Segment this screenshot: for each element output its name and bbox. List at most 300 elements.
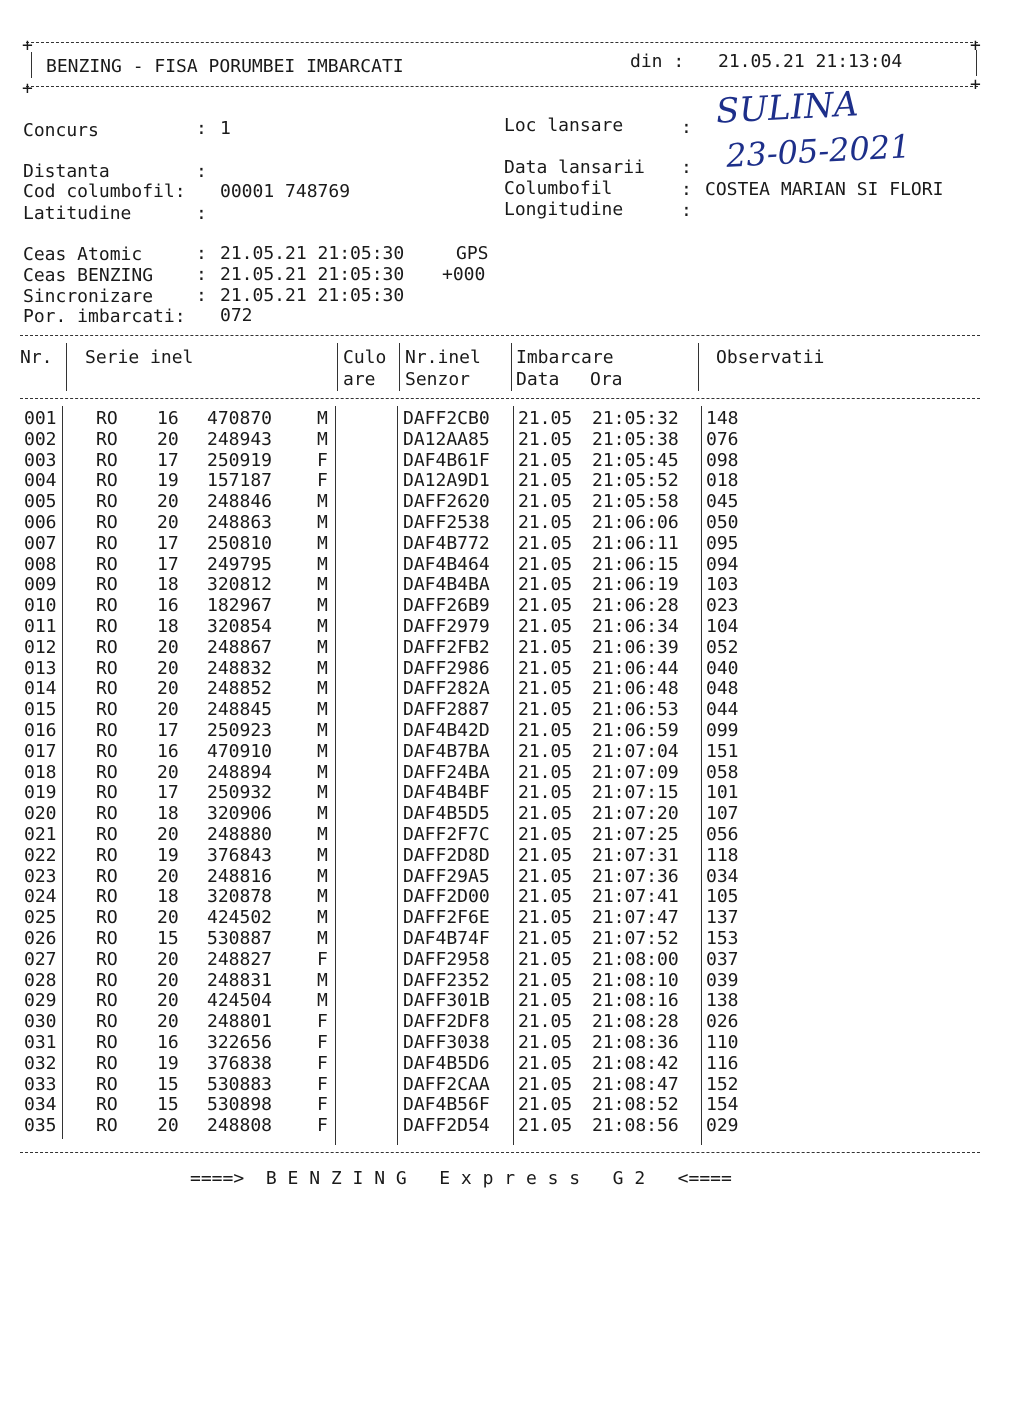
ring-number: 530898 xyxy=(207,1094,273,1116)
row-number: 009 xyxy=(24,574,57,596)
sensor-id: DAFF2620 xyxy=(403,491,490,513)
ring-number: 320854 xyxy=(207,616,273,637)
boarding-time: 21:05:45 xyxy=(592,449,679,471)
col-sep xyxy=(511,343,512,391)
header-nr: Nr. xyxy=(20,347,53,368)
observation: 056 xyxy=(706,824,739,845)
observation: 052 xyxy=(706,636,739,658)
boarding-date: 21.05 xyxy=(518,616,573,637)
sex: M xyxy=(317,595,328,617)
boarding-time: 21:08:00 xyxy=(592,948,679,970)
ring-number: 248863 xyxy=(207,512,273,533)
header-top-rule xyxy=(26,42,978,43)
table-row xyxy=(0,450,1024,471)
sex: M xyxy=(317,532,328,554)
table-row xyxy=(0,928,1024,949)
header-culoare-2: are xyxy=(343,369,376,390)
table-row xyxy=(0,658,1024,679)
boarding-time: 21:07:09 xyxy=(592,761,679,783)
sex: F xyxy=(317,1052,328,1074)
row-number: 016 xyxy=(24,720,57,741)
sex: M xyxy=(317,740,328,762)
header-data: Data xyxy=(516,369,560,390)
latitudine-label: Latitudine xyxy=(23,203,132,224)
ring-country: RO xyxy=(96,824,118,845)
ceas-atomic-label: Ceas Atomic xyxy=(23,244,143,265)
observation: 037 xyxy=(706,948,739,970)
observation: 105 xyxy=(706,886,739,908)
row-number: 021 xyxy=(24,824,57,845)
table-row xyxy=(0,574,1024,595)
boarding-time: 21:08:47 xyxy=(592,1073,679,1095)
ring-number: 248880 xyxy=(207,824,273,845)
ring-year: 17 xyxy=(157,532,179,554)
ring-number: 250919 xyxy=(207,449,273,471)
boarding-time: 21:07:04 xyxy=(592,740,679,762)
ring-number: 376843 xyxy=(207,844,273,866)
boarding-date: 21.05 xyxy=(518,990,573,1012)
observation: 104 xyxy=(706,616,739,637)
ceas-benzing-suffix: +000 xyxy=(442,264,486,285)
sensor-id: DAFF29A5 xyxy=(403,865,490,887)
boarding-time: 21:07:20 xyxy=(592,803,679,825)
ring-country: RO xyxy=(96,616,118,637)
table-row xyxy=(0,949,1024,970)
boarding-time: 21:08:10 xyxy=(592,969,679,991)
row-number: 020 xyxy=(24,803,57,825)
ring-country: RO xyxy=(96,928,118,949)
ring-number: 250810 xyxy=(207,532,273,554)
ring-year: 20 xyxy=(157,678,179,700)
ring-country: RO xyxy=(96,491,118,513)
row-number: 018 xyxy=(24,761,57,783)
corner-plus: + xyxy=(970,35,981,56)
boarding-date: 21.05 xyxy=(518,449,573,471)
row-number: 014 xyxy=(24,678,57,700)
ring-country: RO xyxy=(96,720,118,741)
ring-number: 248852 xyxy=(207,678,273,700)
boarding-date: 21.05 xyxy=(518,740,573,762)
ring-year: 20 xyxy=(157,969,179,991)
row-number: 029 xyxy=(24,990,57,1012)
sex: M xyxy=(317,616,328,637)
data-lansarii-label: Data lansarii xyxy=(504,157,645,178)
sensor-id: DAF4B5D6 xyxy=(403,1052,490,1074)
sensor-id: DAF4B5D5 xyxy=(403,803,490,825)
table-row xyxy=(0,741,1024,762)
observation: 118 xyxy=(706,844,739,866)
boarding-date: 21.05 xyxy=(518,428,573,450)
row-number: 005 xyxy=(24,491,57,513)
row-number: 025 xyxy=(24,907,57,929)
ring-country: RO xyxy=(96,636,118,658)
boarding-time: 21:08:16 xyxy=(592,990,679,1012)
boarding-date: 21.05 xyxy=(518,803,573,825)
ring-number: 248943 xyxy=(207,428,273,450)
ring-year: 20 xyxy=(157,636,179,658)
sensor-id: DAFF301B xyxy=(403,990,490,1012)
sensor-id: DAFF2CB0 xyxy=(403,408,490,429)
boarding-time: 21:06:48 xyxy=(592,678,679,700)
ring-number: 248827 xyxy=(207,948,273,970)
row-number: 034 xyxy=(24,1094,57,1116)
sex: M xyxy=(317,657,328,679)
sex: M xyxy=(317,907,328,929)
ring-country: RO xyxy=(96,907,118,929)
ring-country: RO xyxy=(96,595,118,617)
ring-country: RO xyxy=(96,532,118,554)
row-number: 028 xyxy=(24,969,57,991)
boarding-time: 21:05:52 xyxy=(592,470,679,492)
ring-year: 20 xyxy=(157,428,179,450)
boarding-date: 21.05 xyxy=(518,948,573,970)
sensor-id: DAFF2CAA xyxy=(403,1073,490,1095)
sex: F xyxy=(317,1115,328,1137)
boarding-date: 21.05 xyxy=(518,928,573,949)
ring-number: 322656 xyxy=(207,1032,273,1053)
boarding-date: 21.05 xyxy=(518,907,573,929)
table-row xyxy=(0,1011,1024,1032)
ring-country: RO xyxy=(96,408,118,429)
table-row xyxy=(0,1074,1024,1095)
ring-country: RO xyxy=(96,470,118,492)
boarding-date: 21.05 xyxy=(518,1115,573,1137)
header-serie-inel: Serie inel xyxy=(85,347,194,368)
table-row xyxy=(0,824,1024,845)
ring-year: 20 xyxy=(157,907,179,929)
ring-country: RO xyxy=(96,1032,118,1053)
ring-year: 15 xyxy=(157,928,179,949)
ring-country: RO xyxy=(96,803,118,825)
header-nr-inel: Nr.inel xyxy=(405,347,481,368)
boarding-date: 21.05 xyxy=(518,969,573,991)
ring-country: RO xyxy=(96,1094,118,1116)
ring-number: 248894 xyxy=(207,761,273,783)
boarding-time: 21:06:15 xyxy=(592,553,679,575)
ring-country: RO xyxy=(96,761,118,783)
sex: M xyxy=(317,969,328,991)
boarding-date: 21.05 xyxy=(518,1032,573,1053)
sex: F xyxy=(317,1094,328,1116)
colon: : xyxy=(196,203,207,224)
boarding-date: 21.05 xyxy=(518,1052,573,1074)
row-number: 006 xyxy=(24,512,57,533)
ring-year: 18 xyxy=(157,616,179,637)
row-number: 004 xyxy=(24,470,57,492)
boarding-time: 21:06:19 xyxy=(592,574,679,596)
boarding-date: 21.05 xyxy=(518,824,573,845)
boarding-time: 21:05:38 xyxy=(592,428,679,450)
sensor-id: DA12A9D1 xyxy=(403,470,490,492)
col-sep xyxy=(337,343,338,391)
observation: 099 xyxy=(706,720,739,741)
sincronizare-value: 21.05.21 21:05:30 xyxy=(220,285,405,306)
boarding-date: 21.05 xyxy=(518,408,573,429)
header-ora: Ora xyxy=(590,369,623,390)
boarding-time: 21:07:41 xyxy=(592,886,679,908)
ring-number: 250932 xyxy=(207,782,273,804)
sensor-id: DAFF282A xyxy=(403,678,490,700)
sex: M xyxy=(317,844,328,866)
sensor-id: DAFF26B9 xyxy=(403,595,490,617)
ring-country: RO xyxy=(96,553,118,575)
ring-year: 20 xyxy=(157,699,179,721)
colon: : xyxy=(196,118,207,139)
sex: M xyxy=(317,720,328,741)
ring-country: RO xyxy=(96,886,118,908)
boarding-time: 21:05:58 xyxy=(592,491,679,513)
table-row xyxy=(0,1115,1024,1136)
observation: 026 xyxy=(706,1011,739,1033)
ceas-atomic-suffix: GPS xyxy=(456,243,489,264)
ring-number: 248801 xyxy=(207,1011,273,1033)
table-row xyxy=(0,907,1024,928)
colon: : xyxy=(196,243,207,264)
sensor-id: DAF4B56F xyxy=(403,1094,490,1116)
ring-year: 17 xyxy=(157,553,179,575)
sensor-id: DAFF2538 xyxy=(403,512,490,533)
ring-number: 530883 xyxy=(207,1073,273,1095)
boarding-time: 21:08:56 xyxy=(592,1115,679,1137)
ring-number: 320906 xyxy=(207,803,273,825)
ring-country: RO xyxy=(96,844,118,866)
din-label: din : xyxy=(630,51,685,72)
colon: : xyxy=(196,161,207,182)
observation: 050 xyxy=(706,512,739,533)
ring-year: 18 xyxy=(157,886,179,908)
boarding-time: 21:07:15 xyxy=(592,782,679,804)
colon: : xyxy=(681,200,692,221)
ring-year: 20 xyxy=(157,657,179,679)
boarding-date: 21.05 xyxy=(518,470,573,492)
sex: M xyxy=(317,782,328,804)
header-senzor: Senzor xyxy=(405,369,471,390)
table-row xyxy=(0,470,1024,491)
sensor-id: DAFF2FB2 xyxy=(403,636,490,658)
ring-country: RO xyxy=(96,449,118,471)
table-row xyxy=(0,866,1024,887)
row-number: 015 xyxy=(24,699,57,721)
ring-year: 16 xyxy=(157,1032,179,1053)
ring-country: RO xyxy=(96,428,118,450)
row-number: 031 xyxy=(24,1032,57,1053)
row-number: 035 xyxy=(24,1115,57,1137)
ring-year: 20 xyxy=(157,865,179,887)
ring-year: 19 xyxy=(157,1052,179,1074)
loc-lansare-label: Loc lansare xyxy=(504,115,624,136)
ring-country: RO xyxy=(96,740,118,762)
ring-year: 17 xyxy=(157,720,179,741)
boarding-date: 21.05 xyxy=(518,491,573,513)
boarding-time: 21:06:53 xyxy=(592,699,679,721)
table-row xyxy=(0,408,1024,429)
sex: M xyxy=(317,553,328,575)
ring-number: 182967 xyxy=(207,595,273,617)
ring-year: 20 xyxy=(157,491,179,513)
boarding-date: 21.05 xyxy=(518,678,573,700)
ceas-benzing-label: Ceas BENZING xyxy=(23,265,154,286)
ring-number: 424502 xyxy=(207,907,273,929)
ring-number: 320812 xyxy=(207,574,273,596)
ring-country: RO xyxy=(96,948,118,970)
row-number: 011 xyxy=(24,616,57,637)
observation: 048 xyxy=(706,678,739,700)
sensor-id: DAFF2352 xyxy=(403,969,490,991)
sex: M xyxy=(317,428,328,450)
table-row xyxy=(0,990,1024,1011)
header-culoare-1: Culo xyxy=(343,347,387,368)
header-observatii: Observatii xyxy=(716,347,825,368)
sensor-id: DAFF2979 xyxy=(403,616,490,637)
colon: : xyxy=(681,157,692,178)
table-row xyxy=(0,616,1024,637)
ring-country: RO xyxy=(96,657,118,679)
observation: 107 xyxy=(706,803,739,825)
boarding-date: 21.05 xyxy=(518,574,573,596)
table-row xyxy=(0,720,1024,741)
sex: M xyxy=(317,678,328,700)
table-row xyxy=(0,1032,1024,1053)
boarding-time: 21:05:32 xyxy=(592,408,679,429)
sensor-id: DAFF24BA xyxy=(403,761,490,783)
row-number: 027 xyxy=(24,948,57,970)
boarding-date: 21.05 xyxy=(518,1094,573,1116)
ring-year: 15 xyxy=(157,1094,179,1116)
footer-banner: ====> B E N Z I N G E x p r e s s G 2 <==== xyxy=(190,1168,732,1189)
ring-number: 530887 xyxy=(207,928,273,949)
row-number: 012 xyxy=(24,636,57,658)
ring-year: 18 xyxy=(157,803,179,825)
ring-number: 248845 xyxy=(207,699,273,721)
sensor-id: DAFF2DF8 xyxy=(403,1011,490,1033)
boarding-time: 21:06:39 xyxy=(592,636,679,658)
observation: 018 xyxy=(706,470,739,492)
boarding-date: 21.05 xyxy=(518,865,573,887)
colon: : xyxy=(196,264,207,285)
ring-country: RO xyxy=(96,1115,118,1137)
sensor-id: DAF4B464 xyxy=(403,553,490,575)
boarding-time: 21:07:25 xyxy=(592,824,679,845)
sensor-id: DAFF2D8D xyxy=(403,844,490,866)
table-row xyxy=(0,429,1024,450)
sensor-id: DAFF2D54 xyxy=(403,1115,490,1137)
ring-year: 15 xyxy=(157,1073,179,1095)
sex: M xyxy=(317,491,328,513)
row-number: 003 xyxy=(24,449,57,471)
observation: 039 xyxy=(706,969,739,991)
table-row xyxy=(0,845,1024,866)
ring-number: 248831 xyxy=(207,969,273,991)
boarding-time: 21:08:36 xyxy=(592,1032,679,1053)
observation: 034 xyxy=(706,865,739,887)
ring-country: RO xyxy=(96,969,118,991)
boarding-time: 21:06:11 xyxy=(592,532,679,554)
distanta-label: Distanta xyxy=(23,161,110,182)
ring-year: 20 xyxy=(157,1011,179,1033)
sex: M xyxy=(317,699,328,721)
observation: 116 xyxy=(706,1052,739,1074)
sex: M xyxy=(317,990,328,1012)
ring-country: RO xyxy=(96,782,118,804)
sensor-id: DAF4B42D xyxy=(403,720,490,741)
ring-country: RO xyxy=(96,1011,118,1033)
loc-lansare-handwritten: SULINA xyxy=(715,84,860,132)
observation: 076 xyxy=(706,428,739,450)
sex: M xyxy=(317,761,328,783)
row-number: 007 xyxy=(24,532,57,554)
boarding-date: 21.05 xyxy=(518,720,573,741)
boarding-time: 21:08:28 xyxy=(592,1011,679,1033)
boarding-date: 21.05 xyxy=(518,512,573,533)
columbofil-value: COSTEA MARIAN SI FLORI xyxy=(705,179,944,200)
col-sep xyxy=(698,343,699,391)
sex: F xyxy=(317,1011,328,1033)
sensor-id: DAF4B61F xyxy=(403,449,490,471)
row-number: 017 xyxy=(24,740,57,762)
table-row xyxy=(0,678,1024,699)
col-sep xyxy=(66,343,67,391)
row-number: 024 xyxy=(24,886,57,908)
ring-number: 248816 xyxy=(207,865,273,887)
corner-plus: + xyxy=(22,78,33,99)
ring-year: 16 xyxy=(157,595,179,617)
observation: 138 xyxy=(706,990,739,1012)
observation: 103 xyxy=(706,574,739,596)
table-row xyxy=(0,699,1024,720)
boarding-time: 21:06:28 xyxy=(592,595,679,617)
observation: 023 xyxy=(706,595,739,617)
colon: : xyxy=(196,285,207,306)
ring-year: 19 xyxy=(157,844,179,866)
observation: 045 xyxy=(706,491,739,513)
sensor-id: DAFF2887 xyxy=(403,699,490,721)
por-imbarcati-label: Por. imbarcati: xyxy=(23,306,186,327)
boarding-time: 21:07:47 xyxy=(592,907,679,929)
ceas-atomic-value: 21.05.21 21:05:30 xyxy=(220,243,405,264)
ring-year: 19 xyxy=(157,470,179,492)
header-right-border xyxy=(976,50,977,76)
row-number: 026 xyxy=(24,928,57,949)
ring-year: 20 xyxy=(157,948,179,970)
ring-country: RO xyxy=(96,1052,118,1074)
ring-year: 20 xyxy=(157,824,179,845)
concurs-value: 1 xyxy=(220,118,231,139)
row-number: 002 xyxy=(24,428,57,450)
table-row xyxy=(0,554,1024,575)
sex: M xyxy=(317,865,328,887)
ring-year: 16 xyxy=(157,740,179,762)
observation: 148 xyxy=(706,408,739,429)
sensor-id: DAF4B74F xyxy=(403,928,490,949)
sex: F xyxy=(317,449,328,471)
observation: 044 xyxy=(706,699,739,721)
sex: F xyxy=(317,1032,328,1053)
ring-year: 17 xyxy=(157,782,179,804)
ring-country: RO xyxy=(96,865,118,887)
boarding-date: 21.05 xyxy=(518,636,573,658)
ring-country: RO xyxy=(96,512,118,533)
sensor-id: DAFF2F7C xyxy=(403,824,490,845)
ring-year: 20 xyxy=(157,990,179,1012)
header-imbarcare: Imbarcare xyxy=(516,347,614,368)
ring-country: RO xyxy=(96,678,118,700)
table-row xyxy=(0,762,1024,783)
sensor-id: DAF4B4BF xyxy=(403,782,490,804)
ring-country: RO xyxy=(96,574,118,596)
sex: M xyxy=(317,512,328,533)
ring-year: 17 xyxy=(157,449,179,471)
table-top-rule xyxy=(20,335,980,336)
